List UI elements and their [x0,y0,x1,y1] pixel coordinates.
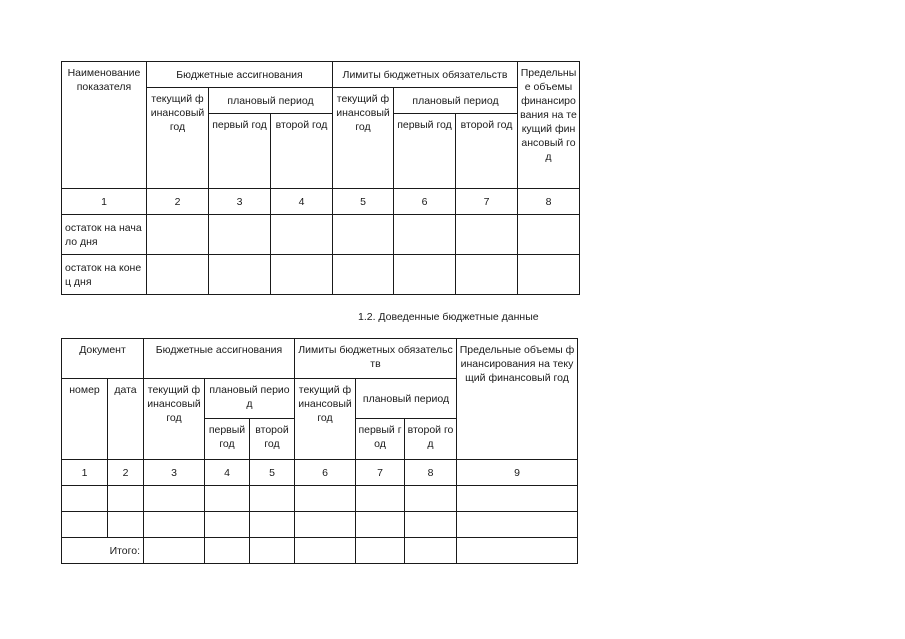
table-cell [356,538,405,564]
table-cell [271,255,333,295]
header-second-year: второй год [250,419,295,460]
header-planned-period: плановый период [394,88,518,114]
table-cell [405,538,457,564]
table-cell [518,255,580,295]
table-cell [250,538,295,564]
header-planned-period: плановый период [356,379,457,419]
table-cell [394,215,456,255]
table-cell [144,486,205,512]
row-label-closing-balance: остаток на конец дня [62,255,147,295]
column-number: 3 [144,460,205,486]
table-cell [205,486,250,512]
column-number: 1 [62,189,147,215]
column-number: 5 [333,189,394,215]
header-marginal-volumes: Предельные объемы финансирования на текущий финансовый год [518,62,580,189]
column-number: 8 [518,189,580,215]
header-budget-allocations: Бюджетные ассигнования [147,62,333,88]
column-number: 4 [271,189,333,215]
table-cell [108,512,144,538]
table-cell [205,512,250,538]
header-second-year: второй год [405,419,457,460]
table-cell [405,512,457,538]
table-cell [456,215,518,255]
header-number: номер [62,379,108,460]
table-cell [295,538,356,564]
header-first-year: первый год [394,114,456,189]
header-current-year: текущий финансовый год [333,88,394,189]
table-cell [457,486,578,512]
table-cell [295,486,356,512]
column-number: 8 [405,460,457,486]
column-number: 1 [62,460,108,486]
column-number: 6 [394,189,456,215]
table-cell [108,486,144,512]
table-cell [405,486,457,512]
budget-table [61,61,580,295]
table-cell [518,215,580,255]
table-cell [144,512,205,538]
header-second-year: второй год [456,114,518,189]
table-cell [62,486,108,512]
column-number: 2 [108,460,144,486]
header-second-year: второй год [271,114,333,189]
column-number: 4 [205,460,250,486]
header-first-year: первый год [356,419,405,460]
column-number: 6 [295,460,356,486]
table-cell [456,255,518,295]
table-cell [457,538,578,564]
header-current-year: текущий финансовый год [147,88,209,189]
header-budget-limits: Лимиты бюджетных обязательств [295,339,457,379]
header-first-year: первый год [205,419,250,460]
table-cell [250,512,295,538]
table-cell [209,255,271,295]
table-cell [333,215,394,255]
section-caption: 1.2. Доведенные бюджетные данные [358,311,539,323]
row-label-opening-balance: остаток на начало дня [62,215,147,255]
column-number: 7 [356,460,405,486]
header-budget-allocations: Бюджетные ассигнования [144,339,295,379]
header-document: Документ [62,339,144,379]
header-date: дата [108,379,144,460]
table-cell [147,255,209,295]
column-number: 3 [209,189,271,215]
header-planned-period: плановый период [205,379,295,419]
table-cell [295,512,356,538]
header-marginal-volumes: Предельные объемы финансирования на текущий финансовый год [457,339,578,460]
table-cell [250,486,295,512]
column-number: 9 [457,460,578,486]
table-cell [333,255,394,295]
column-number: 7 [456,189,518,215]
header-current-year: текущий финансовый год [144,379,205,460]
table-cell [144,538,205,564]
column-number: 5 [250,460,295,486]
table-cell [394,255,456,295]
table-cell [62,512,108,538]
table-cell [209,215,271,255]
table-cell [356,486,405,512]
table-cell [457,512,578,538]
table-cell [356,512,405,538]
total-label: Итого: [62,538,144,564]
table-cell [205,538,250,564]
delivered-budget-data-table [61,338,578,564]
header-current-year: текущий финансовый год [295,379,356,460]
header-budget-limits: Лимиты бюджетных обязательств [333,62,518,88]
header-name: Наименование показателя [62,62,147,189]
table-cell [271,215,333,255]
column-number: 2 [147,189,209,215]
header-planned-period: плановый период [209,88,333,114]
header-first-year: первый год [209,114,271,189]
table-cell [147,215,209,255]
